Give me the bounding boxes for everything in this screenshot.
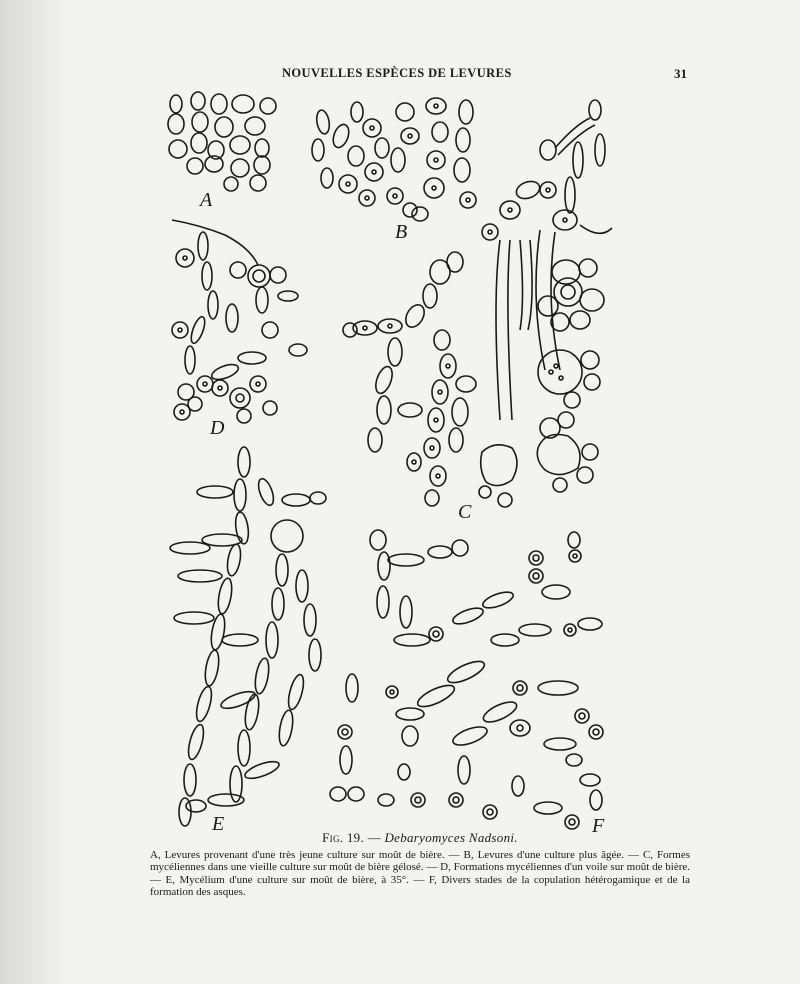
figure-number: Fig. 19. [322,830,365,845]
panel-a-cells [168,92,276,191]
page-number: 31 [674,66,687,81]
species-name: Debaryomyces Nadsoni. [384,830,518,845]
panel-b-cells [312,98,476,221]
panel-f-copulation [330,530,603,829]
figure-dash: — [364,830,385,845]
panel-label-d: D [210,417,225,439]
panel-label-b: B [395,221,408,243]
figure-title-line [150,832,690,845]
panel-d-mycelium [172,220,307,423]
panel-label-e: E [212,813,225,835]
panel-label-a: A [200,189,213,211]
panel-e-mycelium [170,447,326,826]
panel-c-mycelium [343,100,612,507]
panel-label-f: F [592,815,605,837]
figure-caption [150,832,690,899]
running-title: NOUVELLES ESPÈCES DE LEVURES [282,66,512,80]
panel-label-c: C [458,501,472,523]
caption-text: A, Levures provenant d'une très jeune culture sur moût de bière. — B, Levures d'une culture plus âgée. — C, Formes mycéliennes dans une vieille culture sur moût de bière gélosé. — D, Formations mycéliennes d'un voile sur moût de bière. — E, Mycélium d'une culture sur moût de bière, à 35°. — F, Divers stades de la copulation hétérogamique et de la formation des asques. [150,848,690,898]
